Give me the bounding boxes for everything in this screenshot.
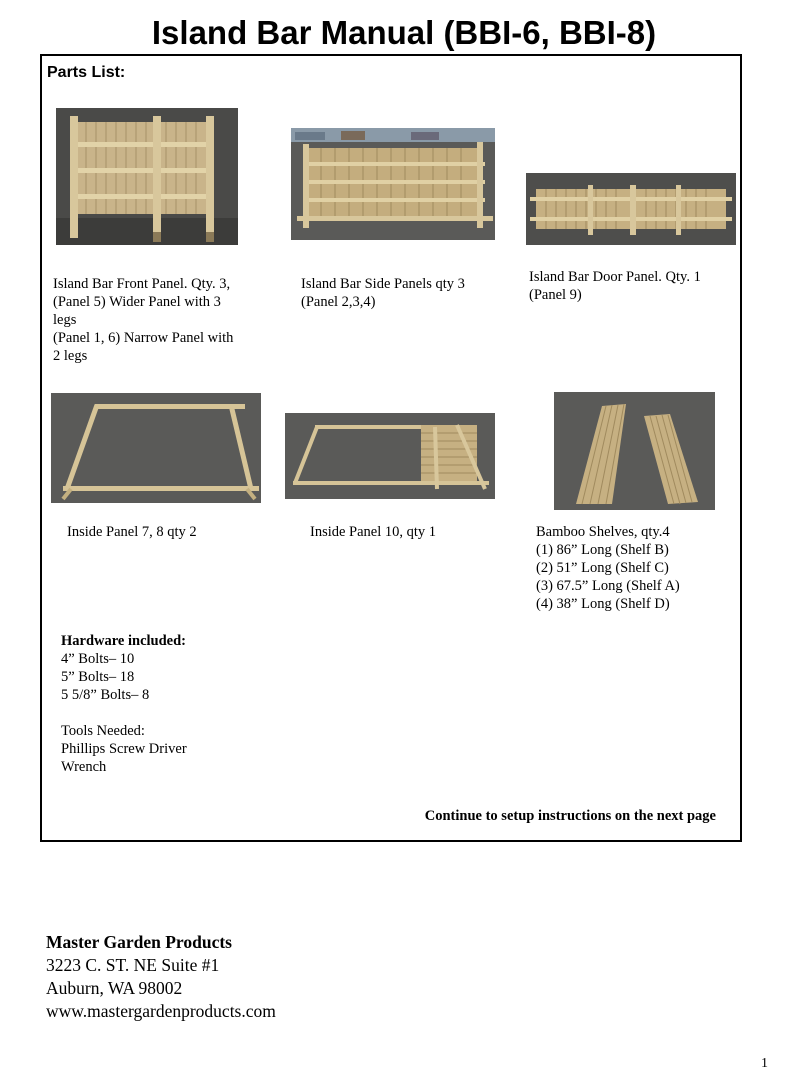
bamboo-shelves-photo [554,392,715,510]
inside-panel-10-photo [285,413,495,499]
caption-line: (Panel 5) Wider Panel with 3 [53,294,221,310]
continue-note: Continue to setup instructions on the next page [424,808,716,824]
caption-line: (2) 51” Long (Shelf C) [536,560,669,576]
caption-line: (Panel 1, 6) Narrow Panel with [53,330,234,346]
address-line-2: Auburn, WA 98002 [46,978,183,998]
inside-panel-7-8-photo [51,393,261,503]
caption-line: Inside Panel 10, qty 1 [310,524,437,540]
front-panel-photo [56,108,238,245]
caption-inside-panel-7-8 [67,523,197,541]
website-link[interactable]: www.mastergardenproducts.com [46,1001,276,1021]
caption-bamboo-shelves [536,523,680,613]
caption-line: (Panel 9) [529,287,582,303]
caption-line: (4) 38” Long (Shelf D) [536,596,670,612]
caption-inside-panel-10 [310,523,436,541]
address-line-1: 3223 C. ST. NE Suite #1 [46,955,220,975]
side-panels-photo [291,128,495,240]
caption-line: 2 legs [53,348,88,364]
tools-item: Phillips Screw Driver [61,741,187,757]
parts-list-heading: Parts List: [47,64,126,81]
hardware-item: 4” Bolts– 10 [61,651,135,667]
page-title: Island Bar Manual (BBI-6, BBI-8) [151,14,657,51]
hardware-item: 5” Bolts– 18 [61,669,135,685]
caption-line: Bamboo Shelves, qty.4 [536,524,670,540]
tools-item: Wrench [61,759,107,775]
caption-line: Island Bar Side Panels qty 3 [301,276,465,292]
parts-list-box [40,54,742,842]
caption-line: Inside Panel 7, 8 qty 2 [67,524,197,540]
hardware-section [61,632,187,776]
caption-front-panel [53,275,233,365]
caption-line: (1) 86” Long (Shelf B) [536,542,669,558]
page-number: 1 [761,1056,768,1071]
caption-line: Island Bar Front Panel. Qty. 3, [53,276,231,292]
caption-side-panels [301,275,465,311]
caption-line: legs [53,312,77,328]
caption-door-panel [529,268,701,304]
hardware-heading: Hardware included: [61,633,186,649]
footer-address [46,931,276,1023]
caption-line: (Panel 2,3,4) [301,294,376,310]
hardware-item: 5 5/8” Bolts– 8 [61,687,150,703]
company-name: Master Garden Products [46,932,232,952]
tools-heading: Tools Needed: [61,723,145,739]
caption-line: (3) 67.5” Long (Shelf A) [536,578,680,594]
caption-line: Island Bar Door Panel. Qty. 1 [529,269,701,285]
door-panel-photo [526,173,736,245]
